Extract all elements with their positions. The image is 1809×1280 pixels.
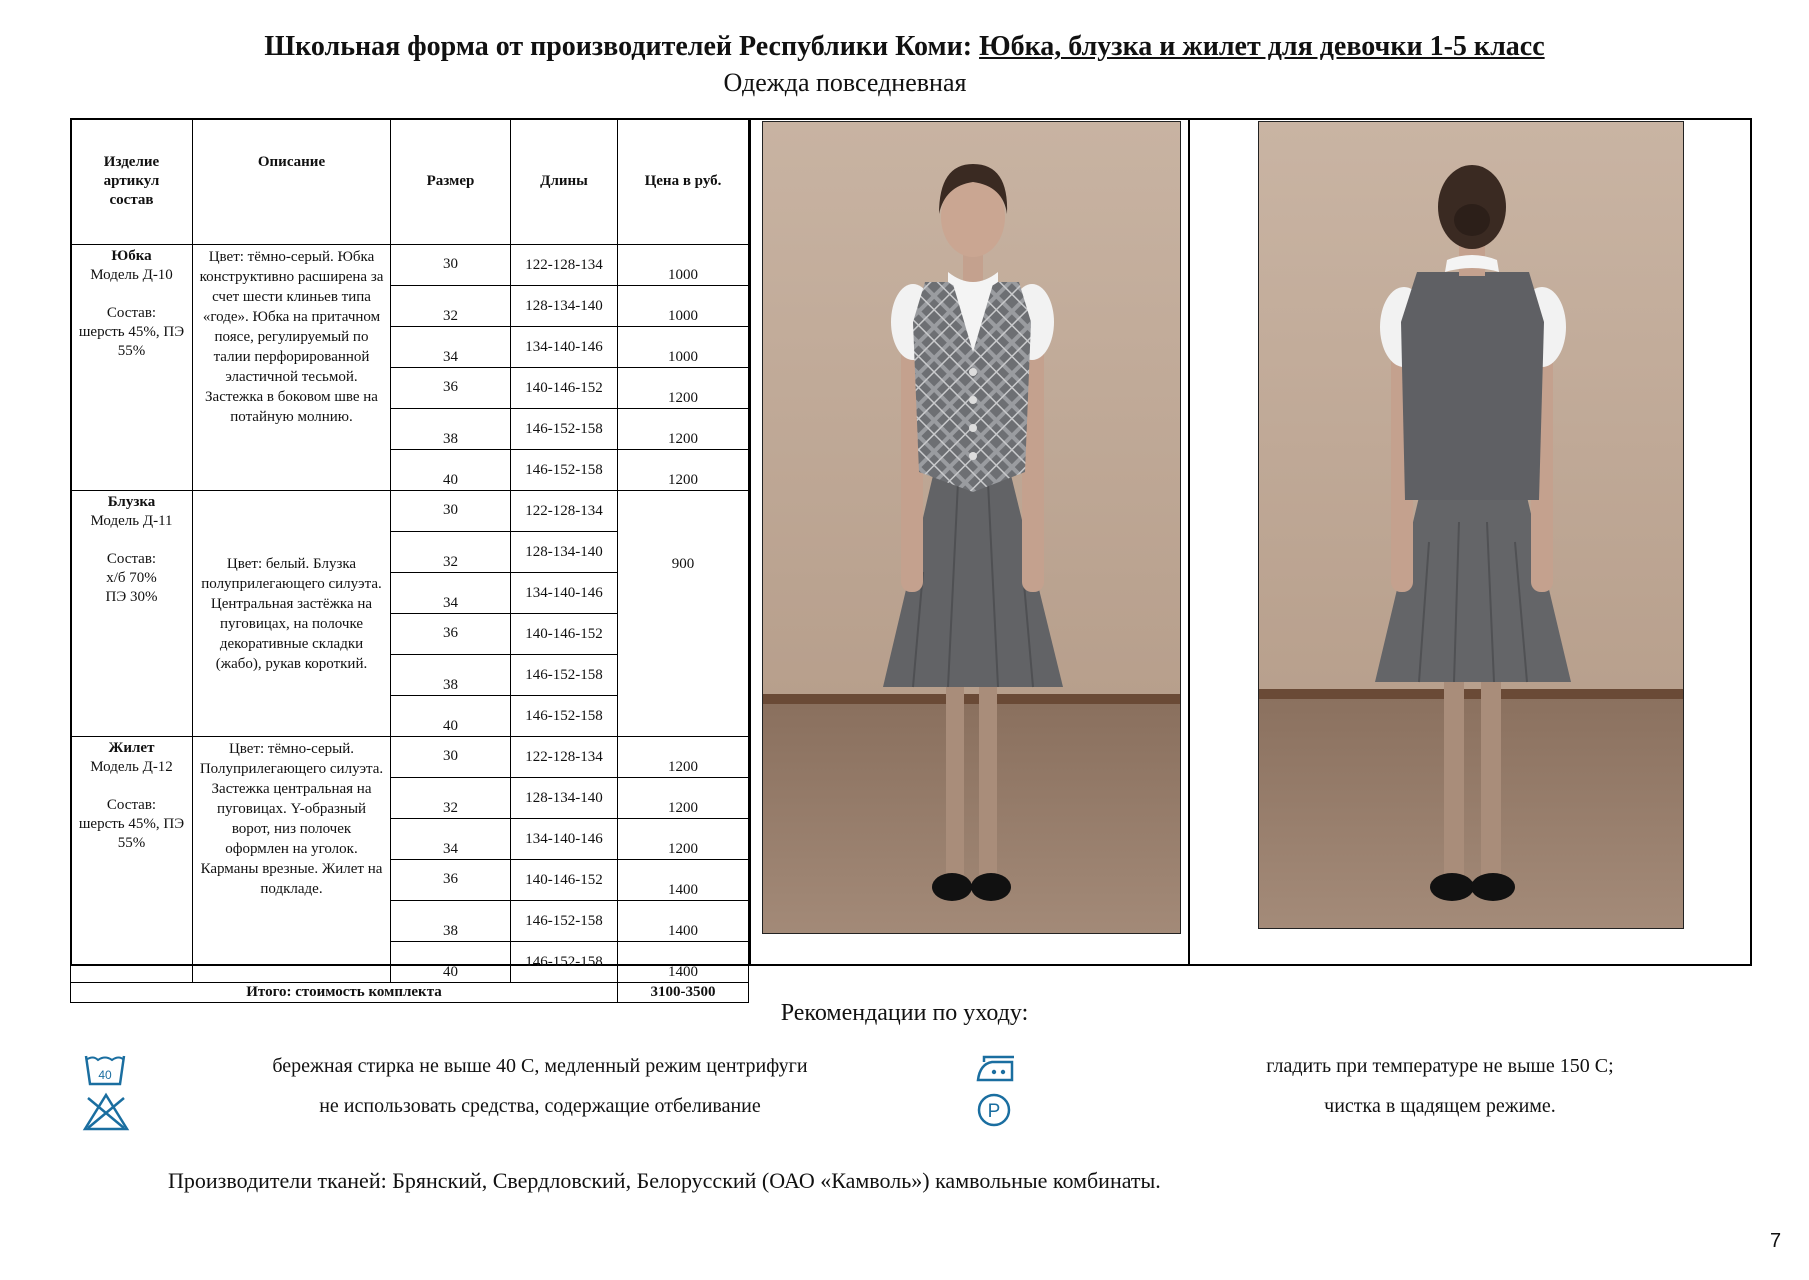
total-label: Итого: стоимость комплекта	[71, 983, 618, 1003]
price-cell: 1200	[618, 737, 749, 778]
size-cell: 38	[391, 901, 511, 942]
back-view-illustration	[1259, 122, 1684, 929]
price-cell: 1400	[618, 860, 749, 901]
price-cell: 1200	[618, 778, 749, 819]
lengths-cell: 122-128-134	[511, 737, 618, 778]
skirt-composition-label: Состав:	[106, 305, 157, 321]
size-cell: 34	[391, 327, 511, 368]
header-lengths: Длины	[511, 119, 618, 245]
lengths-cell: 146-152-158	[511, 901, 618, 942]
fabric-producers-text: Производители тканей: Брянский, Свердловский, Белорусский (ОАО «Камволь») камвольные комбинаты.	[168, 1168, 1161, 1193]
size-cell: 38	[391, 409, 511, 450]
lengths-cell: 140-146-152	[511, 614, 618, 655]
skirt-description: Цвет: тёмно-серый. Юбка конструктивно расширена за счет шести клиньев типа «годе». Юбка на притачном поясе, регулируемый по талии перфорированной эластичной тесьмой. Застежка в боковом шве на потайную молнию.	[193, 245, 391, 491]
lengths-cell: 128-134-140	[511, 286, 618, 327]
care-iron-text: гладить при температуре не выше 150 С;	[1266, 1055, 1614, 1077]
table-row	[71, 737, 749, 778]
lengths-cell: 134-140-146	[511, 327, 618, 368]
title-underlined: Юбка, блузка и жилет для девочки 1-5 класс	[979, 31, 1545, 62]
blouse-model: Модель Д-11	[90, 513, 173, 529]
vest-model: Модель Д-12	[90, 759, 173, 775]
page-subtitle: Одежда повседневная	[723, 68, 967, 97]
lengths-cell: 122-128-134	[511, 245, 618, 286]
size-cell: 30	[391, 737, 511, 778]
size-cell: 34	[391, 819, 511, 860]
lengths-cell: 140-146-152	[511, 860, 618, 901]
back-view-photo	[1258, 121, 1684, 929]
header-size: Размер	[391, 119, 511, 245]
lengths-cell: 134-140-146	[511, 573, 618, 614]
lengths-cell: 146-152-158	[511, 655, 618, 696]
dry-clean-letter: P	[987, 1101, 1001, 1122]
price-cell: 1200	[618, 409, 749, 450]
size-cell: 40	[391, 450, 511, 491]
header-description: Описание	[193, 119, 391, 245]
care-bleach-text: не использовать средства, содержащие отбеливание	[319, 1095, 761, 1117]
no-bleach-icon	[82, 1092, 130, 1132]
lengths-cell: 146-152-158	[511, 942, 618, 983]
size-cell: 32	[391, 532, 511, 573]
size-cell: 40	[391, 696, 511, 737]
page-title: Школьная форма от производителей Республики Коми: Юбка, блузка и жилет для девочки 1-5 класс	[264, 31, 1545, 62]
iron-icon	[974, 1054, 1018, 1084]
header-item: Изделие артикул состав	[71, 119, 193, 245]
wash-temperature: 40	[98, 1068, 112, 1082]
size-cell: 30	[391, 245, 511, 286]
table-photo-divider	[749, 118, 751, 966]
size-cell: 32	[391, 286, 511, 327]
front-view-illustration	[763, 122, 1181, 934]
table-row	[71, 491, 749, 532]
price-cell: 1000	[618, 286, 749, 327]
price-cell: 1400	[618, 942, 749, 983]
price-cell: 1000	[618, 327, 749, 368]
care-wash-text: бережная стирка не выше 40 С, медленный режим центрифуги	[272, 1055, 808, 1077]
lengths-cell: 128-134-140	[511, 778, 618, 819]
skirt-composition: шерсть 45%, ПЭ 55%	[78, 324, 185, 359]
table-row	[71, 245, 749, 286]
vest-composition: шерсть 45%, ПЭ 55%	[78, 816, 185, 851]
wash-40-icon	[84, 1052, 126, 1088]
vest-description: Цвет: тёмно-серый. Полуприлегающего силуэта. Застежка центральная на пуговицах. Y-образный ворот, низ полочек оформлен на уголок. Карманы врезные. Жилет на подкладе.	[193, 737, 391, 983]
front-view-photo	[762, 121, 1181, 934]
price-cell: 1200	[618, 368, 749, 409]
blouse-name: Блузка	[107, 494, 156, 510]
lengths-cell: 146-152-158	[511, 409, 618, 450]
vest-name: Жилет	[108, 740, 155, 756]
lengths-cell: 140-146-152	[511, 368, 618, 409]
lengths-cell: 128-134-140	[511, 532, 618, 573]
size-cell: 30	[391, 491, 511, 532]
price-cell: 1000	[618, 245, 749, 286]
skirt-item-cell	[71, 245, 193, 491]
care-title: Рекомендации по уходу:	[780, 1000, 1029, 1026]
size-cell: 34	[391, 573, 511, 614]
size-cell: 36	[391, 614, 511, 655]
total-value: 3100-3500	[618, 983, 749, 1003]
size-cell: 32	[391, 778, 511, 819]
header-price: Цена в руб.	[618, 119, 749, 245]
dry-clean-p-icon	[976, 1092, 1012, 1128]
lengths-cell: 146-152-158	[511, 450, 618, 491]
size-cell: 38	[391, 655, 511, 696]
vest-item-cell	[71, 737, 193, 983]
price-cell: 1400	[618, 901, 749, 942]
blouse-price-cell: 900	[618, 491, 749, 737]
size-cell: 36	[391, 368, 511, 409]
blouse-item-cell	[71, 491, 193, 737]
skirt-model: Модель Д-10	[90, 267, 173, 283]
price-cell: 1200	[618, 819, 749, 860]
size-cell: 36	[391, 860, 511, 901]
size-cell: 40	[391, 942, 511, 983]
photo-divider	[1188, 118, 1190, 966]
lengths-cell: 134-140-146	[511, 819, 618, 860]
vest-composition-label: Состав:	[106, 797, 157, 813]
blouse-composition: х/б 70% ПЭ 30%	[105, 570, 158, 605]
blouse-description: Цвет: белый. Блузка полуприлегающего силуэта. Центральная застёжка на пуговицах, на полочке декоративные складки (жабо), рукав короткий.	[193, 491, 391, 737]
care-dry-clean-text: чистка в щадящем режиме.	[1324, 1095, 1556, 1117]
blouse-composition-label: Состав:	[106, 551, 157, 567]
page-number: 7	[1770, 1230, 1782, 1252]
lengths-cell: 146-152-158	[511, 696, 618, 737]
table-header-row	[71, 119, 749, 245]
lengths-cell: 122-128-134	[511, 491, 618, 532]
price-cell: 1200	[618, 450, 749, 491]
skirt-name: Юбка	[111, 248, 152, 264]
price-table	[70, 118, 749, 1003]
